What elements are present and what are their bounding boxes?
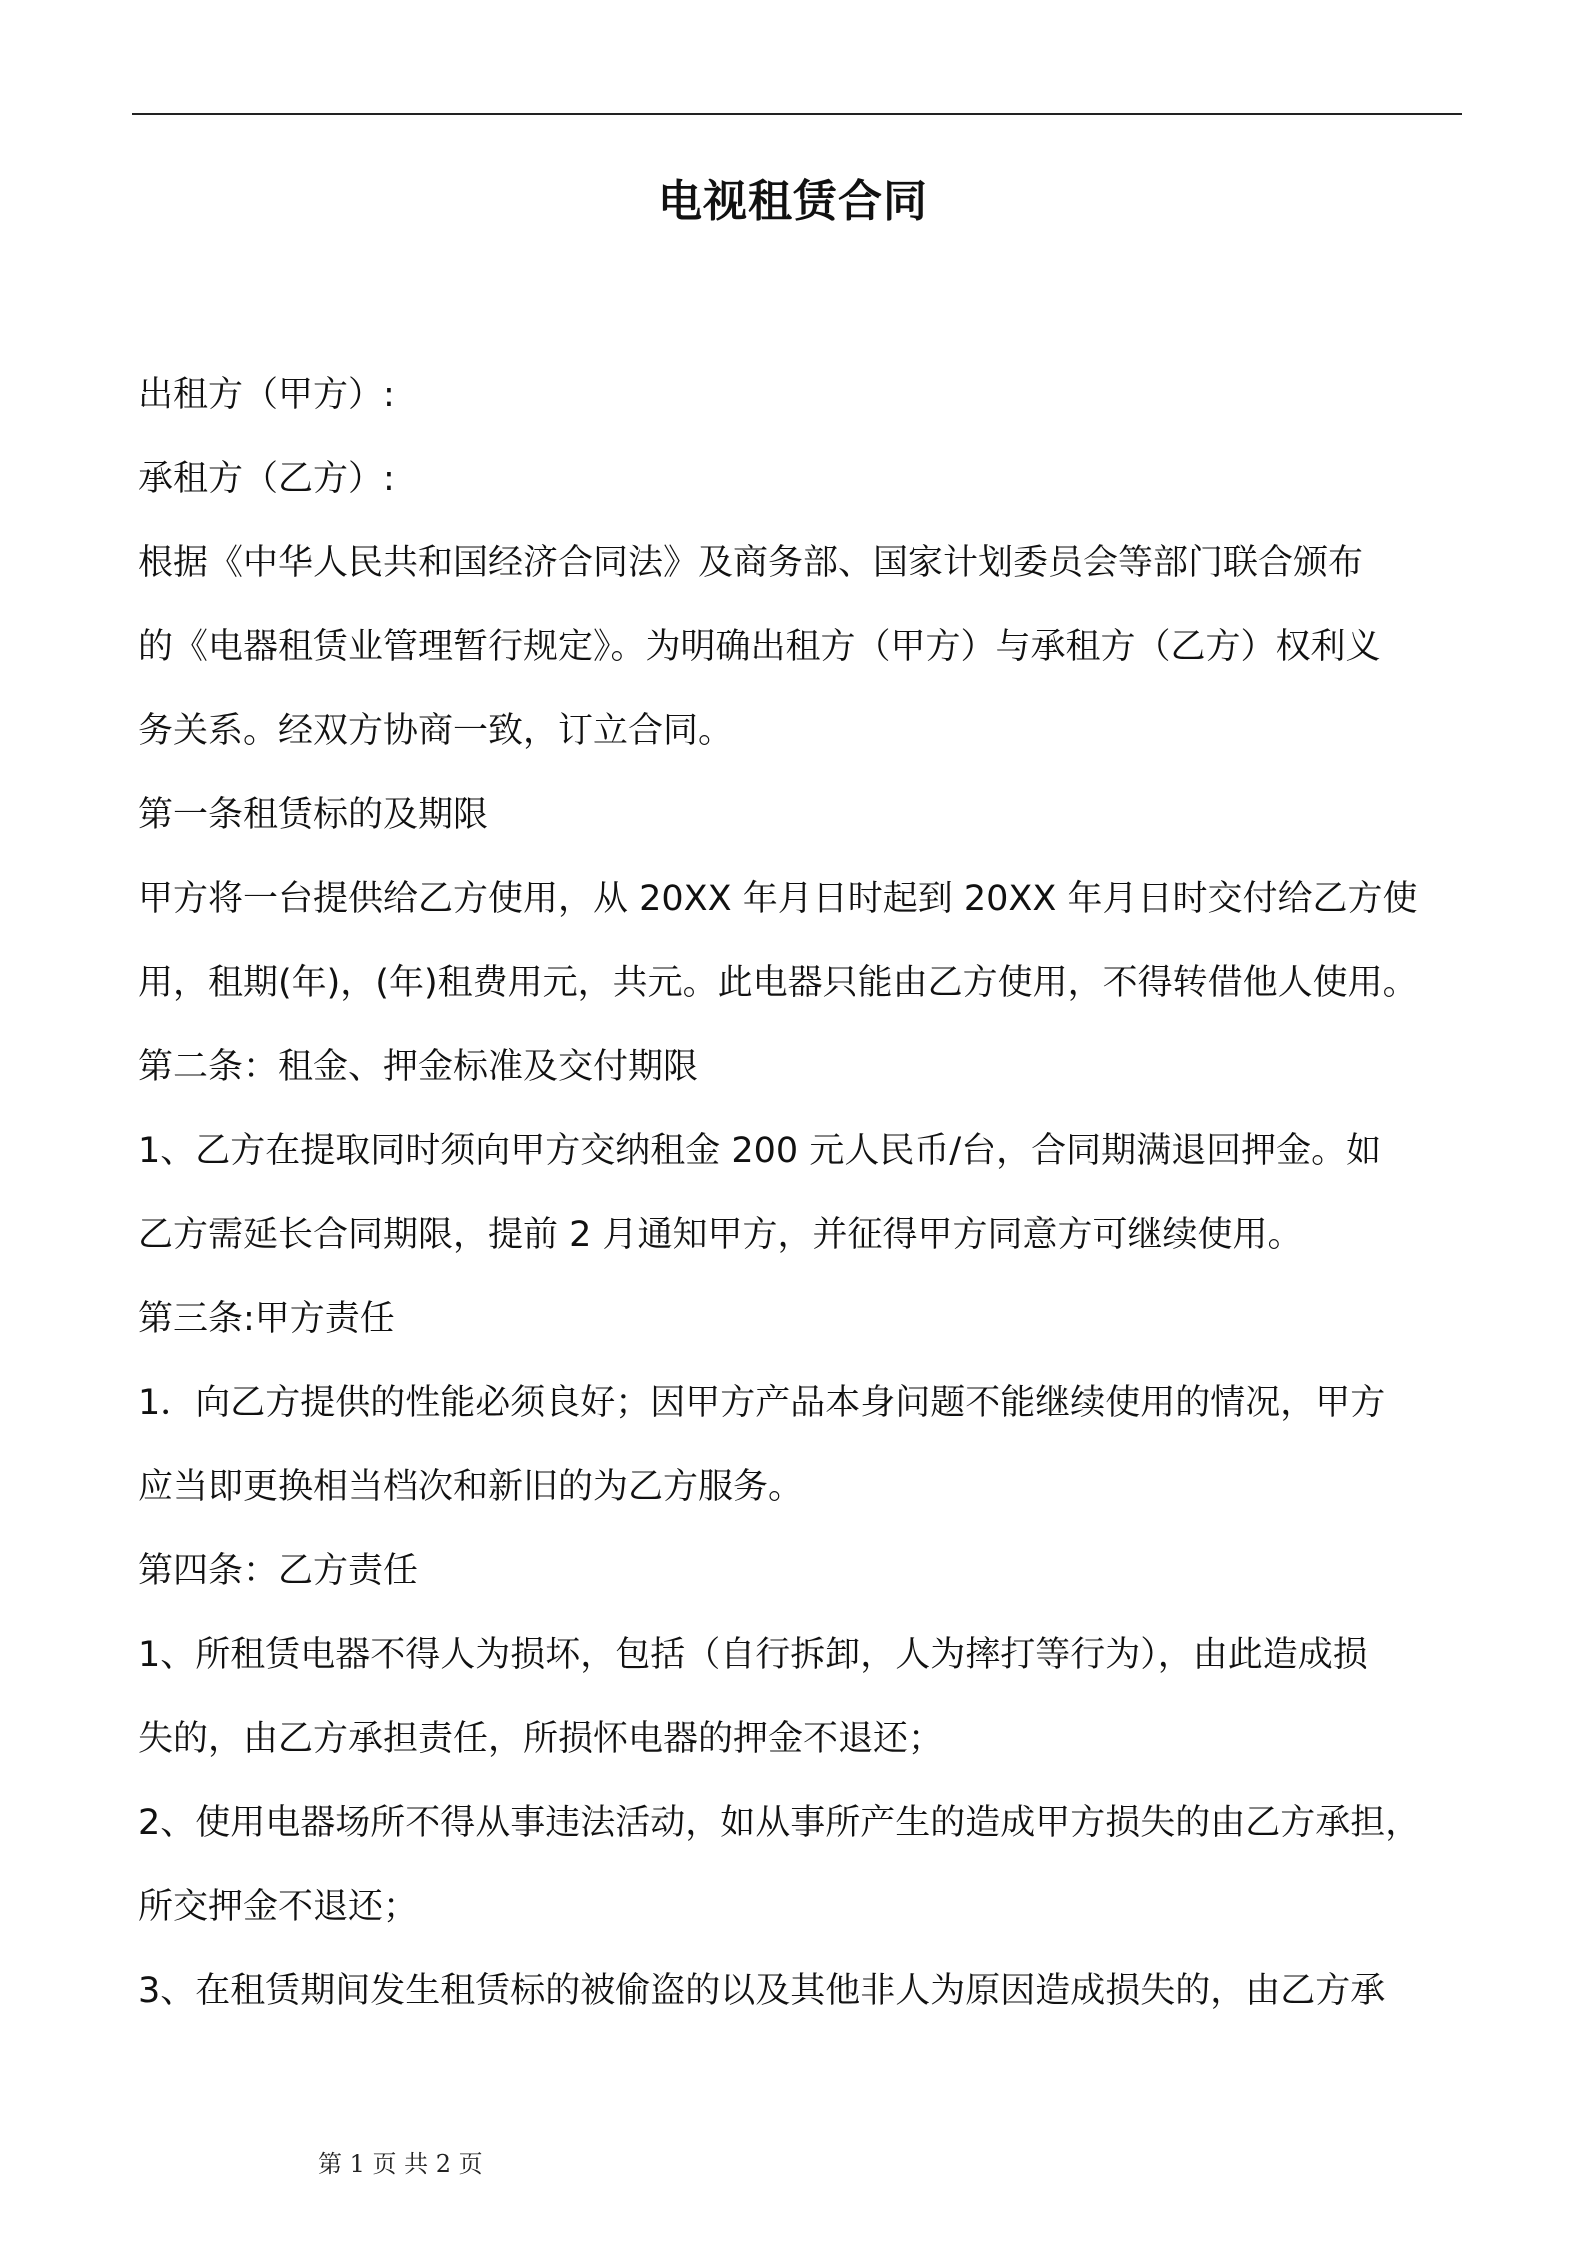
article-3-heading: 第三条:甲方责任 [138,1299,395,1339]
article-4-item-1-line-2: 失的，由乙方承担责任，所损怀电器的押金不退还； [138,1719,944,1759]
article-4-item-3-line-1: 3、在租赁期间发生租赁标的被偷盗的以及其他非人为原因造成损失的，由乙方承 [138,1971,1386,2011]
lessee-line: 承租方（乙方）: [138,459,395,499]
preamble-line-3: 务关系。经双方协商一致，订立合同。 [138,711,734,751]
lessor-line: 出租方（甲方）: [138,375,395,415]
article-2-heading: 第二条：租金、押金标准及交付期限 [138,1047,699,1087]
article-2-text-1: 1、乙方在提取同时须向甲方交纳租金 200 元人民币/台，合同期满退回押金。如 [138,1131,1382,1171]
article-1-heading: 第一条租赁标的及期限 [138,795,489,835]
article-3-text-2: 应当即更换相当档次和新旧的为乙方服务。 [138,1467,804,1507]
document-title: 电视租赁合同 [658,176,928,227]
article-3-text-1: 1．向乙方提供的性能必须良好；因甲方产品本身问题不能继续使用的情况，甲方 [138,1383,1386,1423]
header-rule [132,113,1462,115]
article-4-item-2-line-2: 所交押金不退还； [138,1887,419,1927]
document-body [138,363,1466,2043]
article-2-text-2: 乙方需延长合同期限，提前 2 月通知甲方，并征得甲方同意方可继续使用。 [138,1215,1303,1255]
preamble-line-2: 的《电器租赁业管理暂行规定》。为明确出租方（甲方）与承租方（乙方）权利义 [138,627,1381,667]
page-footer: 第 1 页 共 2 页 [318,2150,483,2178]
article-4-heading: 第四条：乙方责任 [138,1551,419,1591]
article-4-item-1-line-1: 1、所租赁电器不得人为损坏，包括（自行拆卸，人为摔打等行为），由此造成损 [138,1635,1368,1675]
article-1-text-2: 用，租期(年)，(年)租费用元，共元。此电器只能由乙方使用，不得转借他人使用。 [138,963,1418,1003]
article-1-text-1: 甲方将一台提供给乙方使用，从 20XX 年月日时起到 20XX 年月日时交付给乙方使 [138,879,1418,919]
preamble-line-1: 根据《中华人民共和国经济合同法》及商务部、国家计划委员会等部门联合颁布 [138,543,1364,583]
article-4-item-2-line-1: 2、使用电器场所不得从事违法活动，如从事所产生的造成甲方损失的由乙方承担， [138,1803,1421,1843]
